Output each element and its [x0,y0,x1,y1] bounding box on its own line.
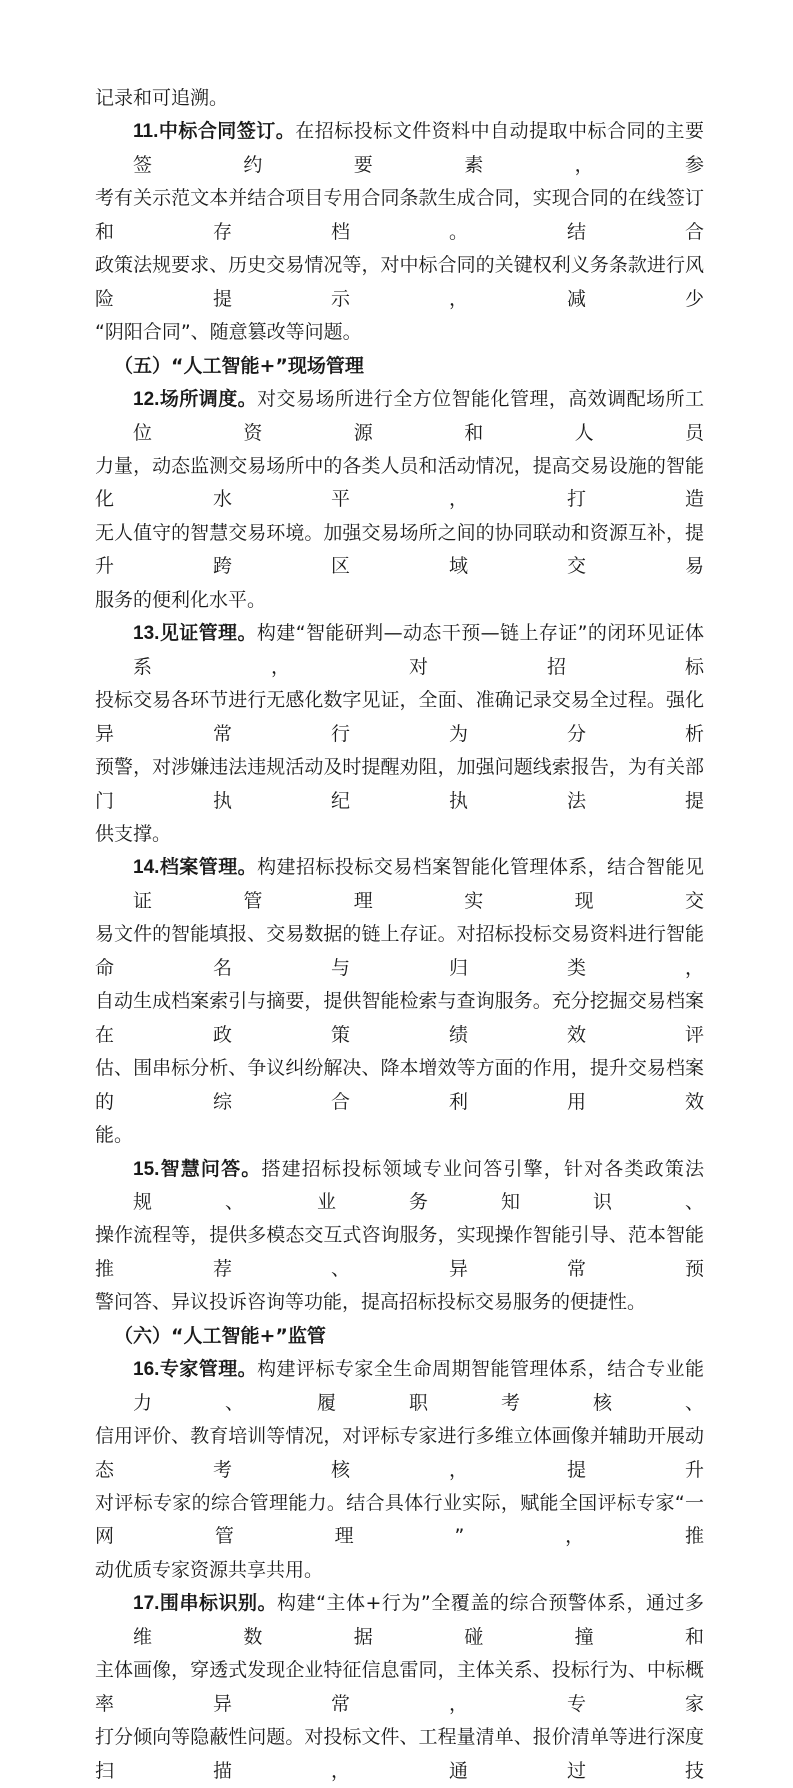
section-heading [95,350,704,383]
item-title: 14.档案管理。 [133,857,258,879]
paragraph [95,383,704,617]
paragraph [95,115,704,349]
text-line: 预警，对涉嫌违法违规活动及时提醒劝阻，加强问题线索报告，为有关部门执纪执法提 [95,756,704,812]
text-line: 操作流程等，提供多模态交互式咨询服务，实现操作智能引导、范本智能推荐、异常预 [95,1224,704,1280]
item-text: 在招标投标文件资料中自动提取中标合同的主要签约要素，参 [133,120,704,176]
item-text: 对交易场所进行全方位智能化管理，高效调配场所工位资源和人员 [133,388,704,444]
text-line: 易文件的智能填报、交易数据的链上存证。对招标投标交易资料进行智能命名与归类， [95,923,704,979]
item-text: 构建招标投标交易档案智能化管理体系，结合智能见证管理实现交 [133,856,704,912]
paragraph [95,851,704,1152]
text-line: 警问答、异议投诉咨询等功能，提高招标投标交易服务的便捷性。 [95,1291,647,1314]
item-text: 构建评标专家全生命周期智能管理体系，结合专业能力、履职考核、 [133,1358,704,1414]
text-line: 无人值守的智慧交易环境。加强交易场所之间的协同联动和资源互补，提升跨区域交易 [95,521,704,578]
item-title: 16.专家管理。 [133,1359,258,1381]
text-line [95,851,704,918]
paragraph [95,617,704,851]
section-heading [95,1320,704,1353]
paragraph [95,1153,704,1320]
paragraph [95,1587,704,1788]
item-title: 17.围串标识别。 [133,1593,278,1615]
text-line: （六）“人工智能+”监管 [114,1324,326,1347]
text-line [95,115,704,182]
text-line [95,617,704,684]
paragraph [95,1353,704,1587]
text-line [95,1587,704,1654]
text-line: 政策法规要求、历史交易情况等，对中标合同的关键权利义务条款进行风险提示，减少 [95,254,704,310]
text-line: （五）“人工智能+”现场管理 [114,354,364,377]
item-title: 12.场所调度。 [133,389,258,411]
text-line: 考有关示范文本并结合项目专用合同条款生成合同，实现合同的在线签订和存档。结合 [95,187,704,243]
text-line: 服务的便利化水平。 [95,588,267,611]
item-text: 构建“主体+行为”全覆盖的综合预警体系，通过多维数据碰撞和 [133,1592,704,1648]
text-line [95,1353,704,1420]
text-line: 对评标专家的综合管理能力。结合具体行业实际，赋能全国评标专家“一网管理”，推 [95,1492,704,1548]
text-line: 估、围串标分析、争议纠纷解决、降本增效等方面的作用，提升交易档案的综合利用效 [95,1057,704,1113]
text-line: 力量，动态监测交易场所中的各类人员和活动情况，提高交易设施的智能化水平，打造 [95,454,704,511]
text-line: 供支撑。 [95,822,172,845]
text-line: 自动生成档案索引与摘要，提供智能检索与查询服务。充分挖掘交易档案在政策绩效评 [95,990,704,1046]
text-line: 记录和可追溯。 [95,87,229,109]
text-line: 信用评价、教育培训等情况，对评标专家进行多维立体画像并辅助开展动态考核，提升 [95,1425,704,1481]
text-line: 主体画像，穿透式发现企业特征信息雷同，主体关系、投标行为、中标概率异常，专家 [95,1659,704,1715]
paragraph [95,82,704,115]
text-line: 打分倾向等隐蔽性问题。对投标文件、工程量清单、报价清单等进行深度扫描，通过技 [95,1726,704,1782]
item-text: 搭建招标投标领域专业问答引擎，针对各类政策法规、业务知识、 [133,1157,704,1213]
text-line: “阴阳合同”、随意篡改等问题。 [95,321,362,344]
item-title: 13.见证管理。 [133,623,257,645]
text-line: 能。 [95,1124,134,1147]
text-line: 动优质专家资源共享共用。 [95,1558,324,1581]
text-line: 投标交易各环节进行无感化数字见证，全面、准确记录交易全过程。强化异常行为分析 [95,689,704,745]
item-title: 15.智慧问答。 [133,1158,262,1180]
text-line [95,1153,704,1220]
item-title: 11.中标合同签订。 [133,121,296,143]
text-line [95,383,704,450]
document-body [95,82,704,1788]
item-text: 构建“智能研判—动态干预—链上存证”的闭环见证体系，对招标 [133,622,704,678]
